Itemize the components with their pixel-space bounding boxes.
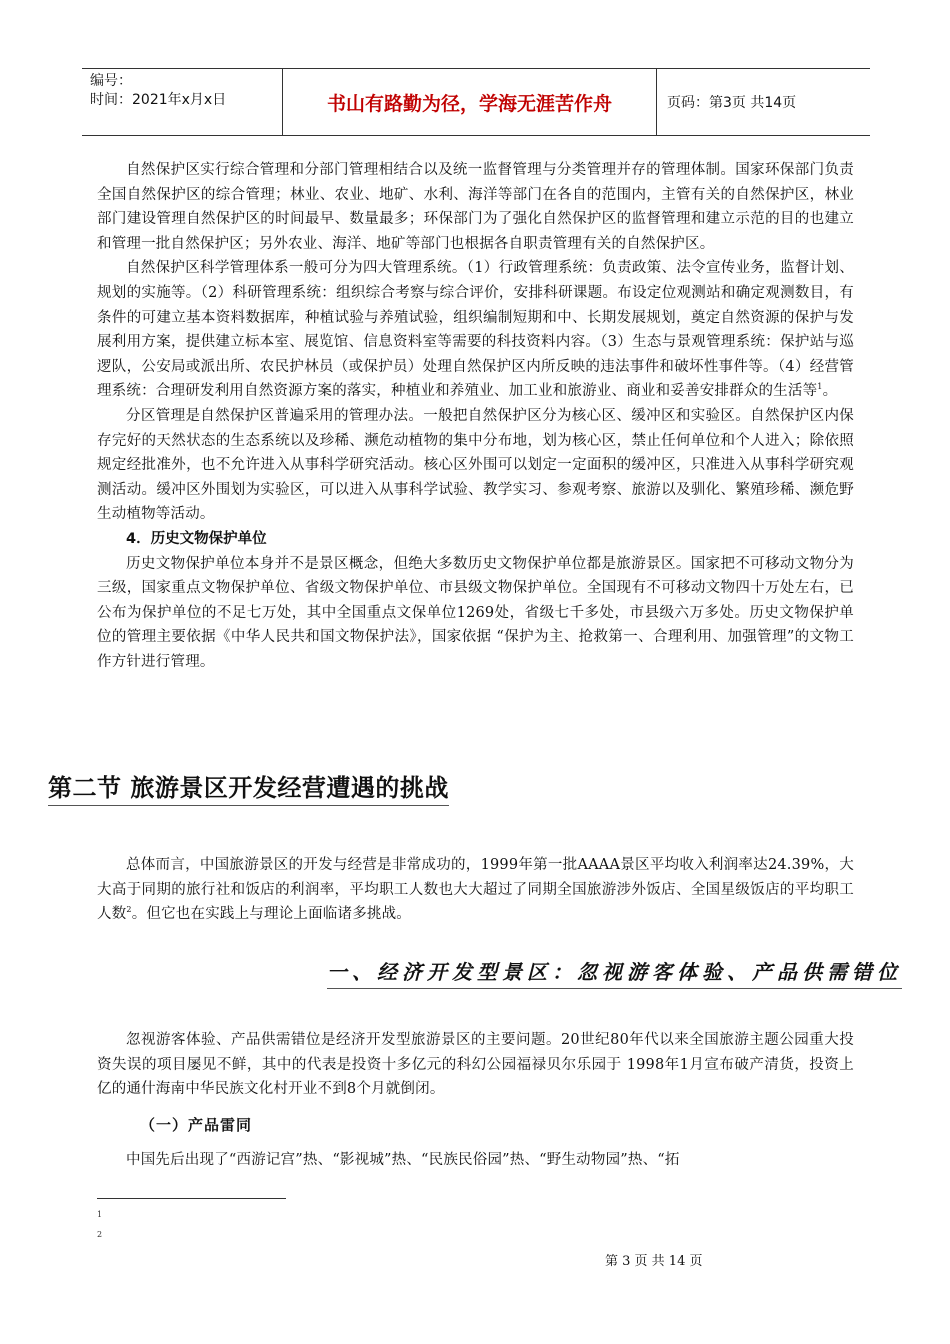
sub-subsection-title: （一）产品雷同 xyxy=(140,1116,253,1134)
body-block-4 xyxy=(97,1148,854,1173)
header-motto: 书山有路勤为径，学海无涯苦作舟 xyxy=(283,69,657,135)
body-block-2 xyxy=(97,853,854,927)
paragraph-product-similarity: 中国先后出现了“西游记宫”热、“影视城”热、“民族民俗园”热、“野生动物园”热、“拓 xyxy=(126,1152,680,1168)
page-footer: 第 3 页 共 14 页 xyxy=(605,1254,703,1269)
paragraph-text: 总体而言，中国旅游景区的开发与经营是非常成功的，1999年第一批AAAA景区平均收入利润率达24.39%，大大高于同期的旅行社和饭店的利润率，平均职工人数也大大超过了同期全国旅游涉外饭店、全国星级饭店的平均职工人数 xyxy=(97,857,854,923)
heading-cultural-relics: 4．历史文物保护单位 xyxy=(126,530,267,547)
page-header xyxy=(82,68,870,136)
paragraph-management-subsystems: 自然保护区科学管理体系一般可分为四大管理系统。（1）行政管理系统：负责政策、法令宣传业务，监督计划、规划的实施等。（2）科研管理系统：组织综合考察与综合评价，安排科研课题。布设定位观测站和确定观测数目，有条件的可建立基本资料数据库，种植试验与养殖试验，组织编制短期和中、长期发展规划，奠定自然资源的保护与发展利用方案，提供建立标本室、展览馆、信息资料室等需要的科技资料内容。（3）生态与景观管理系统：保护站与巡逻队，公安局或派出所、农民护林员（或保护员）处理自然保护区内所反映的违法事件和破坏性事件等。（4）经营管理系统：合理研发利用自然资源方案的落实，种植业和养殖业、加工业和旅游业、商业和妥善安排群众的生活等$^1$。 xyxy=(97,260,854,400)
paragraph-zoning: 分区管理是自然保护区普遍采用的管理办法。一般把自然保护区分为核心区、缓冲区和实验区。自然保护区内保存完好的天然状态的生态系统以及珍稀、濒危动植物的集中分布地，划为核心区，禁止任何单位和个人进入；除依照规定经批准外，也不允许进入从事科学研究活动。核心区外围可以划定一定面积的缓冲区，只准进入从事科学研究观测活动。缓冲区外围划为实验区，可以进入从事科学试验、教学实习、参观考察、旅游以及驯化、繁殖珍稀、濒危野生动植物等活动。 xyxy=(97,407,854,523)
header-page-info: 页码：第3页 共14页 xyxy=(667,95,797,111)
footnote-ref-2[interactable]: 2 xyxy=(126,905,132,915)
paragraph-economic-scenic: 忽视游客体验、产品供需错位是经济开发型旅游景区的主要问题。20世纪80年代以来全国旅游主题公园重大投资失误的项目屡见不鲜，其中的代表是投资十多亿元的科幻公园福禄贝尔乐园于 1998年1月宣布破产清货，投资上亿的通什海南中华民族文化村开业不到8个月就倒闭。 xyxy=(97,1032,854,1098)
body-block-1 xyxy=(97,158,854,674)
subsection-title: 一、经济开发型景区：忽视游客体验、产品供需错位 xyxy=(327,956,902,989)
footnote-ref-1[interactable]: 1 xyxy=(817,382,823,392)
paragraph-management-system: 自然保护区实行综合管理和分部门管理相结合以及统一监督管理与分类管理并存的管理体制。国家环保部门负责全国自然保护区的综合管理；林业、农业、地矿、水利、海洋等部门在各自的范围内，主管有关的自然保护区，林业部门建设管理自然保护区的时间最早、数量最多；环保部门为了强化自然保护区的监督管理和建立示范的目的也建立和管理一批自然保护区；另外农业、海洋、地矿等部门也根据各自职责管理有关的自然保护区。 xyxy=(97,162,854,252)
paragraph-text: 自然保护区科学管理体系一般可分为四大管理系统。（1）行政管理系统：负责政策、法令宣传业务，监督计划、规划的实施等。（2）科研管理系统：组织综合考察与综合评价，安排科研课题。布设定位观测站和确定观测数目，有条件的可建立基本资料数据库，种植试验与养殖试验，组织编制短期和中、长期发展规划，奠定自然资源的保护与发展利用方案，提供建立标本室、展览馆、信息资料室等需要的科技资料内容。（3）生态与景观管理系统：保护站与巡逻队，公安局或派出所、农民护林员（或保护员）处理自然保护区内所反映的违法事件和破坏性事件等。（4）经营管理系统：合理研发利用自然资源方案的落实，种植业和养殖业、加工业和旅游业、商业和妥善安排群众的生活等 xyxy=(97,260,854,400)
paragraph-tail: 。但它也在实践上与理论上面临诸多挑战。 xyxy=(131,906,412,923)
footnote-1: 1 xyxy=(97,1210,103,1219)
section-title: 第二节 旅游景区开发经营遭遇的挑战 xyxy=(48,768,449,806)
doc-number-label: 编号： xyxy=(90,73,132,89)
footnote-divider xyxy=(97,1198,286,1199)
footnote-2: 2 xyxy=(97,1230,103,1239)
header-meta xyxy=(82,69,283,135)
doc-time-label: 时间：2021年x月x日 xyxy=(90,92,227,108)
paragraph-overview xyxy=(97,853,854,927)
paragraph-cultural-relics: 历史文物保护单位本身并不是景区概念，但绝大多数历史文物保护单位都是旅游景区。国家把不可移动文物分为三级，国家重点文物保护单位、省级文物保护单位、市县级文物保护单位。全国现有不可移动文物四十万处左右，已公布为保护单位的不足七万处，其中全国重点文保单位1269处，省级七千多处，市县级六万多处。历史文物保护单位的管理主要依据《中华人民共和国文物保护法》，国家依据 “保护为主、抢救第一、合理利用、加强管理”的文物工作方针进行管理。 xyxy=(97,555,854,670)
body-block-3 xyxy=(97,1028,854,1102)
